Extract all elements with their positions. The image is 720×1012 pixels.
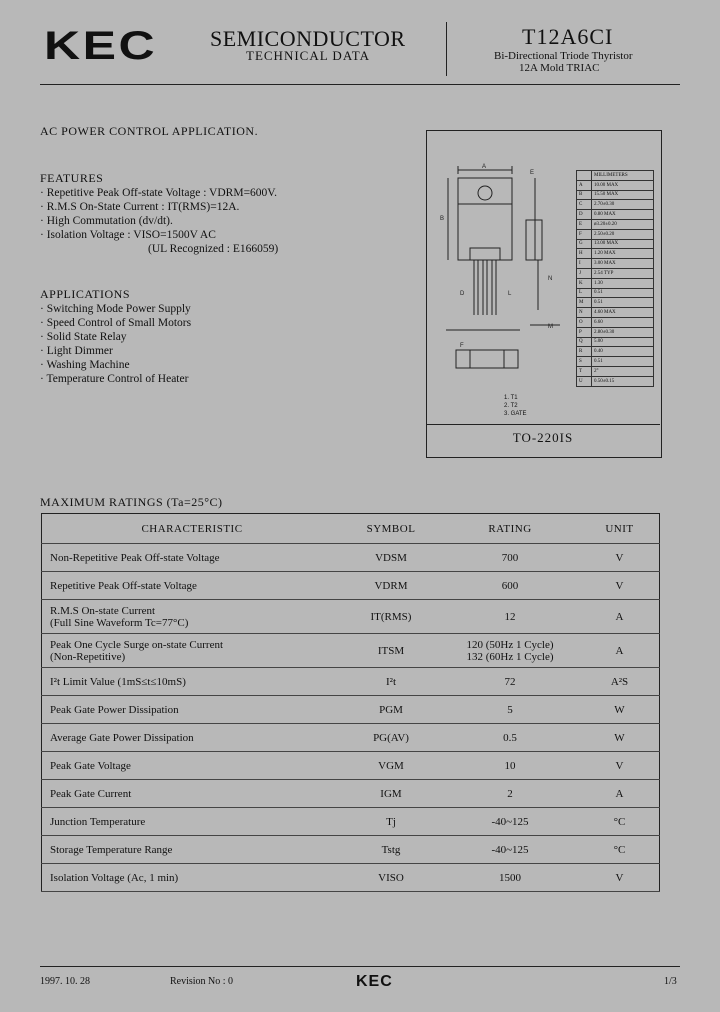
dim-row (577, 180, 654, 190)
cell-unit: W (580, 696, 660, 724)
dim-row (577, 210, 654, 220)
application-item: · Speed Control of Small Motors (40, 317, 192, 329)
table-row (42, 668, 660, 696)
dim-row (577, 219, 654, 229)
table-row (42, 836, 660, 864)
dim-row (577, 288, 654, 298)
features-title: FEATURES (40, 171, 104, 185)
cell-rating: 2 (440, 780, 580, 808)
package-name: TO-220IS (512, 430, 574, 445)
cell-unit: V (580, 864, 660, 892)
header-rule (40, 84, 680, 85)
part-description-line1: Bi-Directional Triode Thyristor (494, 50, 633, 62)
col-symbol: SYMBOL (342, 514, 440, 544)
cell-symbol: PGM (342, 696, 440, 724)
footer-revision: Revision No : 0 (170, 976, 234, 987)
dim-row (577, 308, 654, 318)
footer-rule (40, 966, 680, 967)
dim-row (577, 357, 654, 367)
cell-unit: V (580, 752, 660, 780)
dim-letter: J (577, 268, 592, 278)
svg-text:M: M (548, 324, 553, 330)
dim-letter: N (577, 308, 592, 318)
part-number: T12A6CI (522, 24, 614, 49)
svg-text:D: D (460, 291, 465, 297)
dimensions-table (576, 170, 654, 387)
dim-value: 2.50±0.20 (592, 229, 654, 239)
dim-letter: T (577, 366, 592, 376)
dim-letter: G (577, 239, 592, 249)
dim-value: 6.60 (592, 317, 654, 327)
cell-symbol: VGM (342, 752, 440, 780)
cell-rating: 600 (440, 572, 580, 600)
application-item: · Washing Machine (40, 359, 130, 371)
package-drawing (430, 160, 570, 420)
svg-text:L: L (508, 291, 512, 297)
dim-row (577, 200, 654, 210)
cell-characteristic: Isolation Voltage (Ac, 1 min) (42, 864, 343, 892)
dim-letter: S (577, 357, 592, 367)
cell-symbol: ITSM (342, 634, 440, 668)
dim-row (577, 376, 654, 386)
dim-letter: C (577, 200, 592, 210)
dim-row (577, 268, 654, 278)
cell-symbol: VISO (342, 864, 440, 892)
cell-rating: 10 (440, 752, 580, 780)
svg-text:E: E (530, 170, 535, 176)
cell-characteristic: Junction Temperature (42, 808, 343, 836)
cell-unit: A (580, 634, 660, 668)
dim-value: ø3.20±0.20 (592, 219, 654, 229)
dim-letter: A (577, 180, 592, 190)
dim-value: 0.51 (592, 288, 654, 298)
cell-rating: 1500 (440, 864, 580, 892)
cell-characteristic: Average Gate Power Dissipation (42, 724, 343, 752)
dim-letter: R (577, 347, 592, 357)
dim-value: 1.20 MAX (592, 249, 654, 259)
dim-row (577, 278, 654, 288)
feature-item: · Isolation Voltage : VISO=1500V AC (40, 229, 216, 241)
col-rating: RATING (440, 514, 580, 544)
svg-text:N: N (548, 276, 553, 282)
cell-characteristic: Peak Gate Power Dissipation (42, 696, 343, 724)
feature-item: · High Commutation (dv/dt). (40, 215, 173, 227)
cell-characteristic: Peak One Cycle Surge on-state Current (Non-Repetitive) (42, 634, 343, 668)
dim-row (577, 229, 654, 239)
col-unit: UNIT (580, 514, 660, 544)
cell-characteristic: Non-Repetitive Peak Off-state Voltage (42, 544, 343, 572)
cell-rating: 12 (440, 600, 580, 634)
cell-symbol: PG(AV) (342, 724, 440, 752)
footer-page: 1/3 (664, 976, 677, 987)
table-row (42, 724, 660, 752)
dim-value: 2° (592, 366, 654, 376)
dim-value: 0.51 (592, 298, 654, 308)
dim-row (577, 259, 654, 269)
table-row (42, 752, 660, 780)
application-item: · Solid State Relay (40, 331, 127, 343)
dim-value: 13.00 MAX (592, 239, 654, 249)
cell-characteristic: I²t Limit Value (1mS≤t≤10mS) (42, 668, 343, 696)
dim-value: 4.60 MAX (592, 308, 654, 318)
dim-value: 0.50±0.15 (592, 376, 654, 386)
dim-row (577, 317, 654, 327)
cell-characteristic: Peak Gate Voltage (42, 752, 343, 780)
dim-value: 0.40 (592, 347, 654, 357)
feature-item: · Repetitive Peak Off-state Voltage : VDRM=600V. (40, 187, 277, 199)
dim-letter: L (577, 288, 592, 298)
dim-letter: O (577, 317, 592, 327)
cell-symbol: Tj (342, 808, 440, 836)
cell-symbol: VDRM (342, 572, 440, 600)
table-row (42, 808, 660, 836)
pin-label: 2. T2 (504, 403, 518, 409)
dim-letter: M (577, 298, 592, 308)
dim-value: 15.50 MAX (592, 190, 654, 200)
cell-rating: 5 (440, 696, 580, 724)
cell-rating: 700 (440, 544, 580, 572)
dim-letter: K (577, 278, 592, 288)
table-row (42, 780, 660, 808)
feature-item: · R.M.S On-State Current : IT(RMS)=12A. (40, 201, 240, 213)
dim-value: 10.00 MAX (592, 180, 654, 190)
cell-characteristic: R.M.S On-state Current (Full Sine Waveform Tc=77°C) (42, 600, 343, 634)
svg-text:B: B (440, 216, 445, 222)
application-item: · Light Dimmer (40, 345, 113, 357)
dim-value: 3.00 MAX (592, 259, 654, 269)
cell-symbol: IGM (342, 780, 440, 808)
dim-value: 2.80±0.30 (592, 327, 654, 337)
applications-title: APPLICATIONS (40, 287, 131, 301)
company-logo: KEC (44, 24, 158, 68)
table-row (42, 544, 660, 572)
cell-unit: A (580, 600, 660, 634)
header-divider (446, 22, 447, 76)
application-title: AC POWER CONTROL APPLICATION. (40, 124, 259, 138)
dim-row (577, 347, 654, 357)
dim-letter: Q (577, 337, 592, 347)
dim-value: 1.30 (592, 278, 654, 288)
dim-letter: P (577, 327, 592, 337)
dim-row (577, 366, 654, 376)
dim-row (577, 298, 654, 308)
doc-title: SEMICONDUCTOR (210, 26, 406, 51)
dim-row (577, 249, 654, 259)
dim-letter: I (577, 259, 592, 269)
cell-symbol: IT(RMS) (342, 600, 440, 634)
cell-rating: 0.5 (440, 724, 580, 752)
cell-rating: 72 (440, 668, 580, 696)
svg-text:F: F (460, 343, 464, 349)
application-item: · Temperature Control of Heater (40, 373, 189, 385)
dim-row (577, 337, 654, 347)
col-characteristic: CHARACTERISTIC (42, 514, 343, 544)
footer-date: 1997. 10. 28 (40, 976, 90, 987)
table-row (42, 864, 660, 892)
dim-value: 2.70±0.30 (592, 200, 654, 210)
dim-value: 0.80 MAX (592, 210, 654, 220)
dim-letter: H (577, 249, 592, 259)
pin-label: 3. GATE (504, 411, 527, 417)
dim-value: 2.54 TYP (592, 268, 654, 278)
dim-row (577, 327, 654, 337)
table-row (42, 634, 660, 668)
cell-symbol: Tstg (342, 836, 440, 864)
cell-symbol: VDSM (342, 544, 440, 572)
footer-logo: KEC (356, 973, 393, 990)
cell-unit: °C (580, 836, 660, 864)
cell-unit: V (580, 572, 660, 600)
cell-characteristic: Storage Temperature Range (42, 836, 343, 864)
max-ratings-table (41, 513, 660, 892)
cell-unit: W (580, 724, 660, 752)
application-item: · Switching Mode Power Supply (40, 303, 191, 315)
dim-letter: D (577, 210, 592, 220)
dim-value: 5.00 (592, 337, 654, 347)
cell-symbol: I²t (342, 668, 440, 696)
package-divider (426, 424, 660, 425)
cell-unit: A²S (580, 668, 660, 696)
mounting-hole (478, 186, 492, 200)
cell-rating: 120 (50Hz 1 Cycle) 132 (60Hz 1 Cycle) (440, 634, 580, 668)
pin-label: 1. T1 (504, 395, 518, 401)
cell-characteristic: Repetitive Peak Off-state Voltage (42, 572, 343, 600)
part-description-line2: 12A Mold TRIAC (519, 62, 600, 74)
table-row (42, 572, 660, 600)
dim-header: MILLIMETERS (592, 171, 654, 181)
doc-subtitle: TECHNICAL DATA (246, 48, 371, 63)
dim-row (577, 239, 654, 249)
cell-characteristic: Peak Gate Current (42, 780, 343, 808)
table-row (42, 696, 660, 724)
dim-letter: E (577, 219, 592, 229)
dim-letter: U (577, 376, 592, 386)
cell-unit: °C (580, 808, 660, 836)
dim-letter: F (577, 229, 592, 239)
dim-row (577, 190, 654, 200)
dim-value: 0.51 (592, 357, 654, 367)
ratings-title: MAXIMUM RATINGS (Ta=25°C) (40, 495, 223, 509)
cell-unit: A (580, 780, 660, 808)
table-header-row (42, 514, 660, 544)
dim-letter: B (577, 190, 592, 200)
svg-text:A: A (482, 164, 487, 170)
feature-item: (UL Recognized : E166059) (148, 243, 279, 255)
cell-rating: -40~125 (440, 808, 580, 836)
cell-unit: V (580, 544, 660, 572)
table-row (42, 600, 660, 634)
cell-rating: -40~125 (440, 836, 580, 864)
